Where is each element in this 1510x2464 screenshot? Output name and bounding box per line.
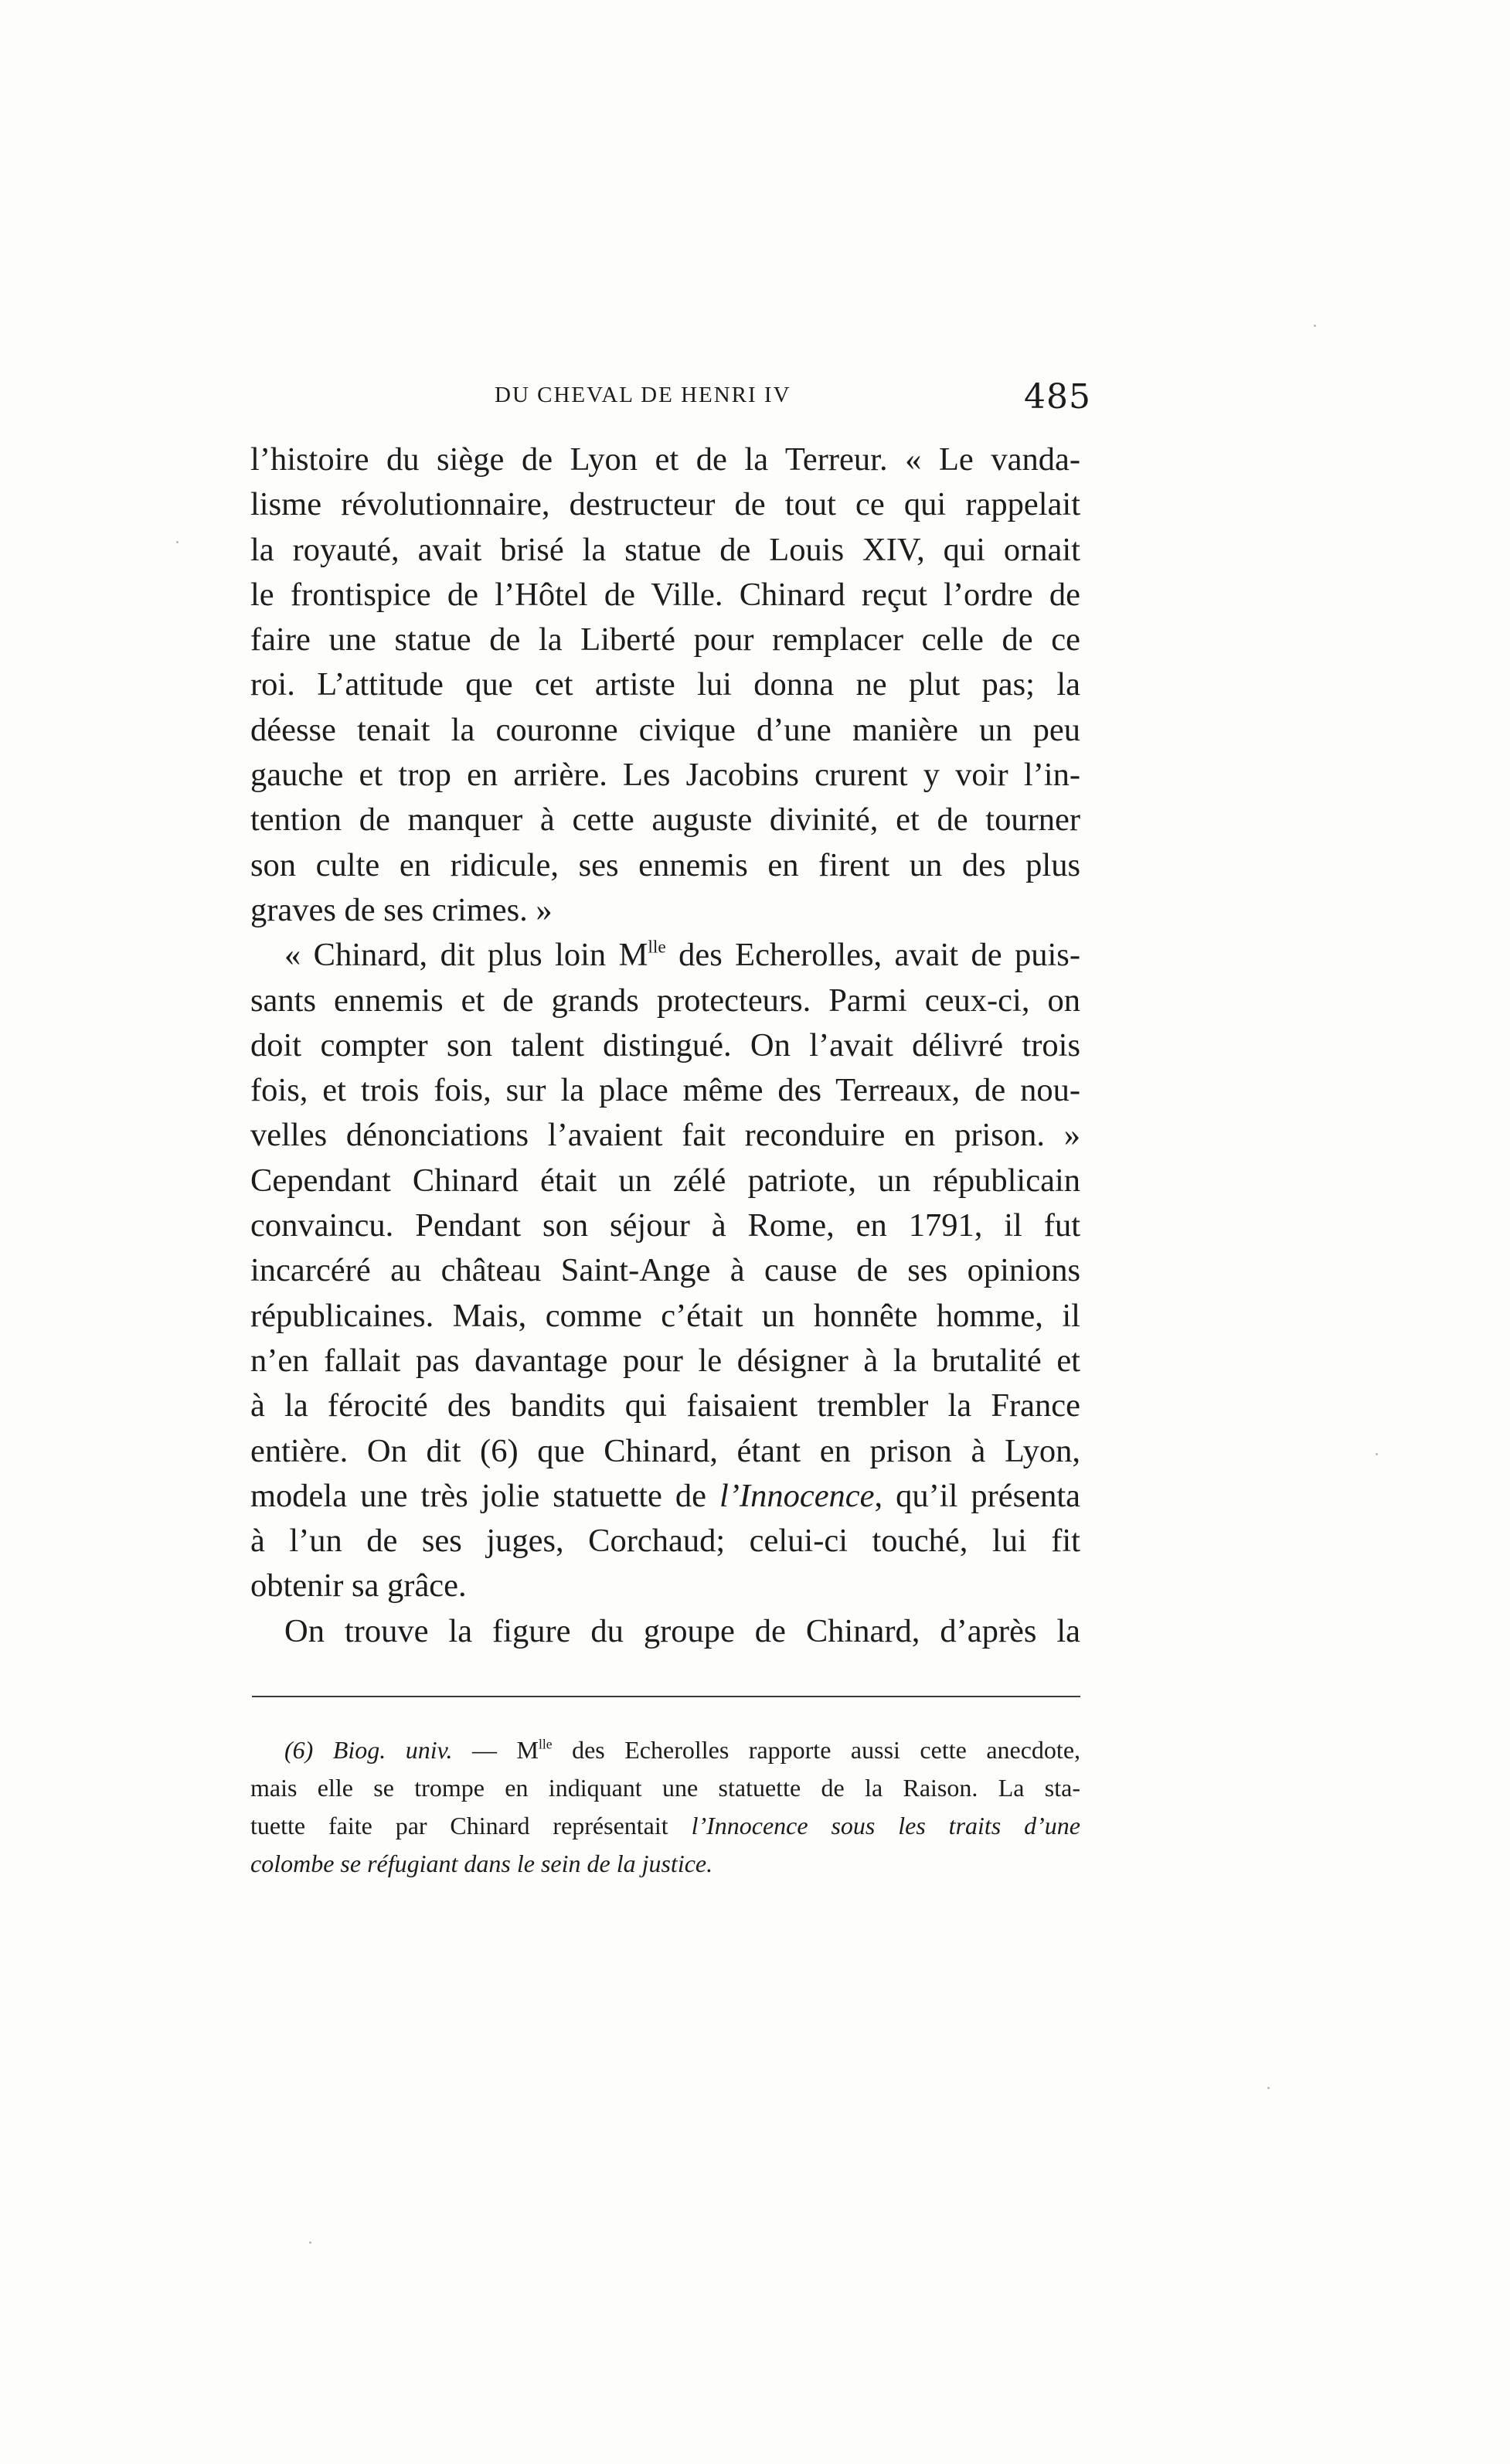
footnote-line [250, 1731, 1080, 1769]
text-line: républicaines. Mais, comme c’était un honnête homme, il [250, 1297, 1080, 1334]
text-line: entière. On dit (6) que Chinard, étant en prison à Lyon, [250, 1432, 1080, 1469]
footnote-marker: (6) [284, 1736, 314, 1764]
text-line: sants ennemis et de grands protecteurs. Parmi ceux-ci, on [250, 982, 1080, 1019]
text-line: à la férocité des bandits qui faisaient trembler la France [250, 1387, 1080, 1424]
page-number: 485 [1024, 377, 1091, 417]
text-run: modela une très jolie statuette de [250, 1477, 719, 1514]
text-line: le frontispice de l’Hôtel de Ville. Chinard reçut l’ordre de [250, 576, 1080, 613]
text-run: — M [452, 1736, 539, 1764]
text-line: l’histoire du siège de Lyon et de la Terreur. « Le vanda- [250, 441, 1080, 478]
footnote-line [250, 1807, 1080, 1845]
text-line [250, 1474, 1080, 1519]
text-line: tention de manquer à cette auguste divinité, et de tourner [250, 801, 1080, 839]
text-line [250, 933, 1080, 978]
text-line: incarcéré au château Saint-Ange à cause de ses opinions [250, 1252, 1080, 1289]
text-line: graves de ses crimes. » [250, 891, 553, 928]
paper-speck [309, 2241, 311, 2244]
text-line: On trouve la figure du groupe de Chinard, d’après la [284, 1612, 1080, 1649]
footnote-line [250, 1845, 1080, 1883]
text-line: déesse tenait la couronne civique d’une manière un peu [250, 711, 1080, 748]
text-run: des Echerolles, avait de puis- [665, 937, 1080, 974]
text-run: tuette faite par Chinard représentait [250, 1812, 692, 1839]
text-line: lisme révolutionnaire, destructeur de tout ce qui rappelait [250, 486, 1080, 523]
text-line: n’en fallait pas davantage pour le désigner à la brutalité et [250, 1342, 1080, 1379]
italic-phrase: colombe se réfugiant dans le sein de la justice. [250, 1850, 713, 1877]
text-run: , qu’il présenta [874, 1477, 1080, 1514]
text-line: à l’un de ses juges, Corchaud; celui-ci touché, lui fit [250, 1523, 1080, 1560]
text-run: des Echerolles rapporte aussi cette anecdote, [552, 1736, 1081, 1764]
text-line: Cependant Chinard était un zélé patriote, un républicain [250, 1162, 1080, 1199]
text-line: son culte en ridicule, ses ennemis en firent un des plus [250, 846, 1080, 883]
text-line: convaincu. Pendant son séjour à Rome, en 1791, il fut [250, 1207, 1080, 1244]
italic-title: l’Innocence [719, 1477, 875, 1514]
paper-speck [176, 541, 179, 543]
superscript: lle [648, 937, 666, 958]
italic-phrase: l’Innocence sous les traits d’une [691, 1812, 1081, 1839]
text-line: gauche et trop en arrière. Les Jacobins crurent y voir l’in- [250, 757, 1080, 794]
footnote-rule [252, 1696, 1080, 1697]
text-line: obtenir sa grâce. [250, 1567, 467, 1605]
footnote-source: Biog. univ. [332, 1736, 453, 1764]
text-line: faire une statue de la Liberté pour remplacer celle de ce [250, 621, 1080, 659]
running-title: DU CHEVAL DE HENRI IV [495, 383, 791, 407]
text-line: roi. L’attitude que cet artiste lui donna ne plut pas; la [250, 666, 1080, 703]
text-line: la royauté, avait brisé la statue de Louis XIV, qui ornait [250, 531, 1080, 568]
text-line: doit compter son talent distingué. On l’avait délivré trois [250, 1026, 1080, 1064]
paper-speck [1314, 325, 1316, 327]
text-run: « Chinard, dit plus loin M [284, 937, 648, 974]
footnote [250, 1731, 1080, 1883]
body-text [250, 437, 1080, 1654]
paper-speck [1376, 1453, 1378, 1455]
text-line: fois, et trois fois, sur la place même des Terreaux, de nou- [250, 1072, 1080, 1109]
text-line: velles dénonciations l’avaient fait reconduire en prison. » [250, 1117, 1080, 1154]
superscript: lle [538, 1736, 553, 1752]
paper-speck [1267, 2087, 1270, 2089]
footnote-line: mais elle se trompe en indiquant une statuette de la Raison. La sta- [250, 1774, 1080, 1802]
